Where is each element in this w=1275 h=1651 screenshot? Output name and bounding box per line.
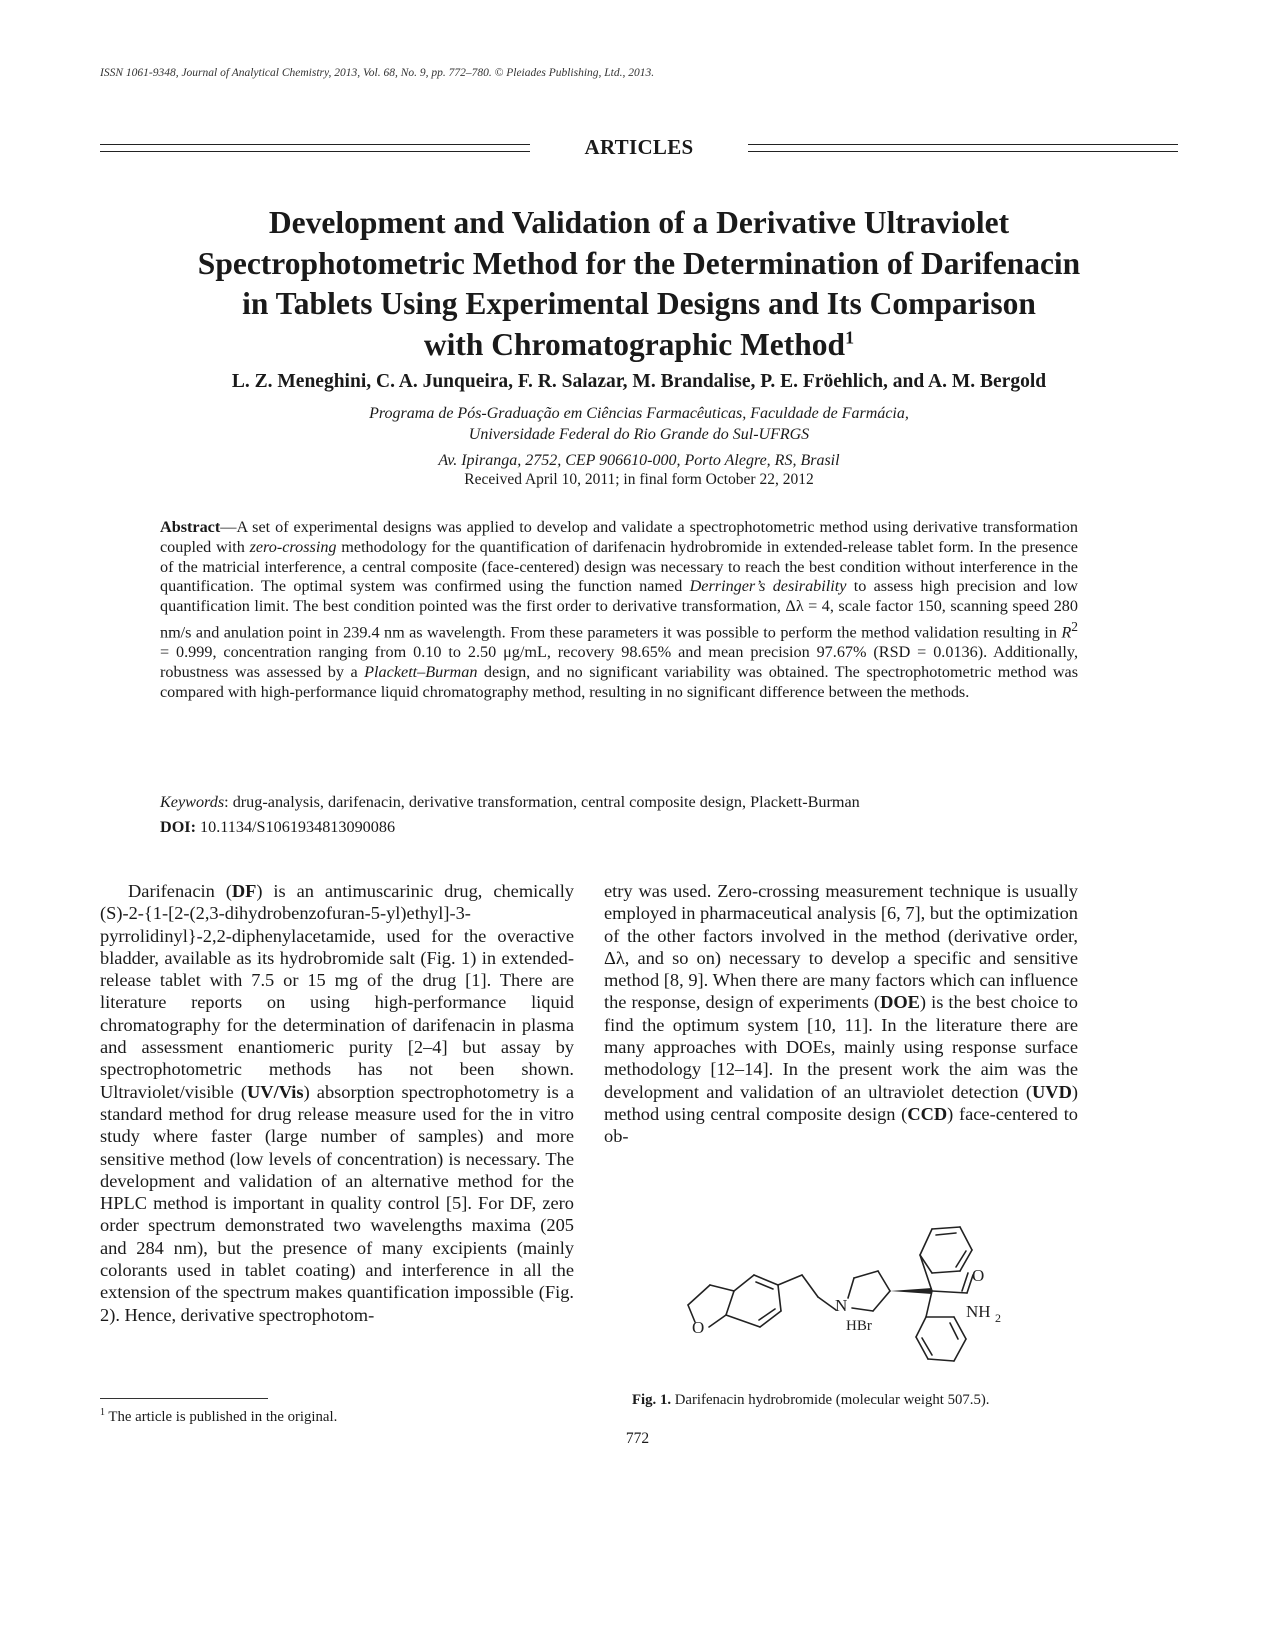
section-rule-articles <box>100 135 1178 161</box>
abstract-italic-1: zero-crossing <box>249 537 337 556</box>
affiliation-address: Av. Ipiranga, 2752, CEP 906610-000, Porto Alegre, RS, Brasil <box>438 452 840 469</box>
body-left-text-3: ) absorption spectrophotometry is a standard method for drug release measure used for the in vitro study where faster (large number of samples) and more sensitive method (low levels of concentration) is necessary. The development and validation of an alternative method for the HPLC method is important in quality control [5]. For DF, zero order spectrum demonstrated two wavelengths maxima (205 and 284 nm), but the presence of many excipients (mainly colorants used in tablet coating) and interference in all the extension of the spectrum makes quantification impossible (Fig. 2). Hence, derivative spectrophotom- <box>100 1081 574 1325</box>
body-right-bold-2: UVD <box>1032 1081 1072 1102</box>
atom-nh: NH <box>966 1302 991 1321</box>
phenyl-ring-bottom-bonds <box>916 1317 966 1361</box>
footnote <box>100 1407 337 1426</box>
keywords <box>160 793 1078 812</box>
abstract-italic-4: Plackett–Burman <box>364 662 478 681</box>
body-right-text-3: ) method using central composite design ( <box>604 1081 1078 1124</box>
abstract <box>160 518 1078 703</box>
doi-label: DOI: <box>160 818 196 836</box>
journal-citation-header: ISSN 1061-9348, Journal of Analytical Chemistry, 2013, Vol. 68, No. 9, pp. 772–780. © Pleiades Publishing, Ltd., 2013. <box>100 67 655 79</box>
abstract-dash: — <box>220 518 237 536</box>
figure-caption <box>632 1392 1052 1409</box>
title-line-3: in Tablets Using Experimental Designs and Its Comparison <box>242 286 1036 321</box>
section-label: ARTICLES <box>584 135 694 159</box>
body-right-bold-1: DOE <box>880 992 920 1013</box>
abstract-text-5: design, and no significant variability was obtained. The spectrophotometric method was compared with high-performance liquid chromatography method, resulting in no significant difference between the methods. <box>160 662 1078 701</box>
abstract-italic-2: Derringer’s desirability <box>689 577 847 596</box>
footnote-text: The article is published in the original. <box>105 1408 338 1425</box>
keywords-label: Keywords <box>160 793 225 811</box>
keywords-text: : drug-analysis, darifenacin, derivative transformation, central composite design, Plackett-Burman <box>224 793 860 811</box>
article-title <box>100 203 1178 365</box>
body-right-text-4: ) face-centered to ob- <box>604 1103 1079 1147</box>
author-list: L. Z. Meneghini, C. A. Junqueira, F. R. Salazar, M. Brandalise, P. E. Fröehlich, and A. M. Bergold <box>231 371 1047 392</box>
body-left-text-1: Darifenacin ( <box>128 881 232 901</box>
title-line-4 <box>100 325 1178 366</box>
abstract-italic-3: R <box>1061 623 1072 642</box>
ethyl-linker-bonds <box>778 1275 836 1310</box>
atom-n: N <box>835 1296 848 1315</box>
abstract-text-2: methodology for the quantification of darifenacin hydrobromide in extended-release tablet form. In the presence of the matricial interference, a central composite (face-centered) design was necessary to reach the best condition without interference in the quantification. The optimal system was confirmed using the function named <box>160 537 1078 596</box>
figure-caption-label: Fig. 1. <box>632 1392 672 1408</box>
atom-o-ring: O <box>692 1318 705 1337</box>
abstract-text-4: = 0.999, concentration ranging from 0.10 to 2.50 μg/mL, recovery 98.65% and mean precision 97.67% (RSD = 0.0136). Additionally, robustness was assessed by a <box>160 643 1078 681</box>
body-right-text-2: ) is the best choice to find the optimum system [10, 11]. In the literature there are many approaches with DOEs, mainly using response surface methodology [12–14]. In the present work the aim was the development and validation of an ultraviolet detection ( <box>604 992 1078 1102</box>
wedge-bond <box>890 1288 932 1294</box>
body-column-left <box>100 880 574 1326</box>
darifenacin-structure-diagram <box>670 1205 1070 1385</box>
title-line-2: Spectrophotometric Method for the Determination of Darifenacin <box>197 245 1081 281</box>
affiliation-line-1: Programa de Pós-Graduação em Ciências Farmacêuticas, Faculdade de Farmácia, <box>369 405 909 422</box>
title-line-1: Development and Validation of a Derivative Ultraviolet <box>268 205 1010 240</box>
footnote-rule <box>100 1398 268 1399</box>
page-number: 772 <box>625 1430 650 1447</box>
doi-value[interactable]: 10.1134/S1061934813090086 <box>195 818 396 836</box>
body-left-text-2: ) is an antimuscarinic drug, chemically (S)-2-{1-[2-(2,3-dihydrobenzofuran-5-yl)ethyl]-3-pyrrolidinyl}-2,2-diphenylacetamide, used for the overactive bladder, available as its hydrobromide salt (Fig. 1) in extended-release tablet with 7.5 or 15 mg of the drug [1]. There are literature reports on using high-performance liquid chromatography for the determination of darifenacin in plasma and assessment enantiomeric purity [2–4] but assay by spectrophotometric methods has not been shown. Ultraviolet/visible ( <box>100 881 574 1102</box>
doi <box>160 818 395 837</box>
figure-structure <box>670 1205 1070 1385</box>
body-left-bold-1: DF <box>231 881 257 901</box>
atom-hbr: HBr <box>846 1318 872 1334</box>
phenyl-ring-top-bonds <box>920 1227 972 1273</box>
abstract-text-3: to assess high precision and low quantification limit. The best condition pointed was the first order to derivative transformation, Δλ = 4, scale factor 150, scanning speed 280 nm/s and anulation point in 239.4 nm as wavelength. From these parameters it was possible to perform the method validation resulting in <box>160 577 1078 642</box>
abstract-superscript: 2 <box>1071 618 1078 634</box>
body-right-bold-3: CCD <box>907 1103 948 1124</box>
abstract-label: Abstract <box>160 518 221 536</box>
body-column-right <box>604 880 1078 1148</box>
abstract-text-1: A set of experimental designs was applied to develop and validate a spectrophotometric method using derivative transformation coupled with <box>160 518 1078 556</box>
pyrrolidine-ring-bonds <box>848 1271 890 1311</box>
figure-caption-text: Darifenacin hydrobromide (molecular weight 507.5). <box>671 1392 990 1408</box>
benzene-ring-bonds <box>726 1275 781 1327</box>
footnote-mark: 1 <box>100 1407 105 1418</box>
title-line-4-text: with Chromatographic Method <box>423 326 846 362</box>
affiliation <box>100 403 1178 471</box>
body-left-bold-2: UV/Vis <box>247 1081 304 1102</box>
affiliation-line-2: Universidade Federal do Rio Grande do Sul-UFRGS <box>468 426 810 443</box>
atom-nh-subscript: 2 <box>995 1311 1001 1325</box>
atom-o-carbonyl: O <box>972 1266 985 1285</box>
received-dates: Received April 10, 2011; in final form October 22, 2012 <box>464 471 814 488</box>
body-right-text-1: etry was used. Zero-crossing measurement technique is usually employed in pharmaceutical analysis [6, 7], but the optimization of the other factors involved in the method (derivative order, Δλ, and so on) necessary to develop a specific and sensitive method [8, 9]. When there are many factors which can influence the response, design of experiments ( <box>604 881 1078 1013</box>
title-footnote-mark: 1 <box>845 327 855 347</box>
